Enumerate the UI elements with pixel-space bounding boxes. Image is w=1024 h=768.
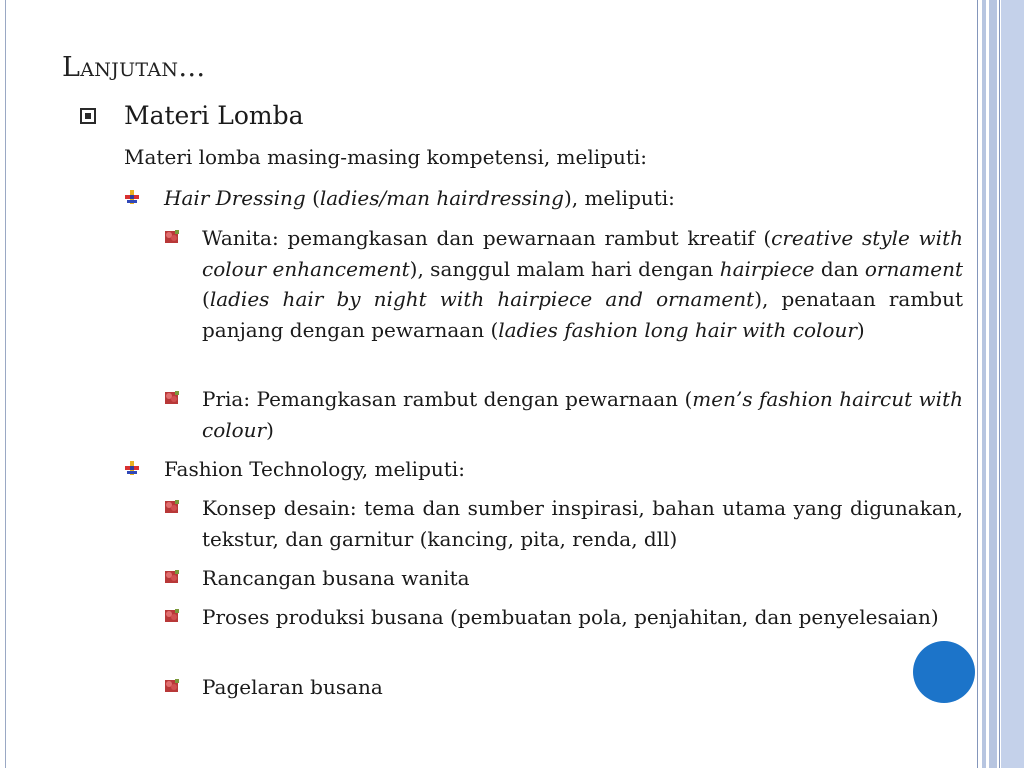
square-bullet-icon (80, 108, 96, 124)
italic-text-segment: men’s fashion haircut with colour (202, 387, 963, 442)
slide-title: Lanjutan… (62, 52, 206, 83)
list-subitem-text (202, 672, 963, 703)
text-segment: ( (202, 287, 210, 311)
flower-bullet-icon (164, 499, 180, 515)
text-segment: ), penataan rambut panjang dengan pewarnaan ( (202, 287, 963, 342)
list-subitem-text (202, 493, 963, 554)
italic-text-segment: ladies hair by night with hairpiece and ornament (209, 287, 755, 311)
flower-bullet-icon (164, 569, 180, 585)
colored-bullet-icon (124, 189, 140, 205)
list-subitem-pagelaran (164, 672, 963, 703)
decorative-circle (913, 641, 975, 703)
flower-bullet-icon (164, 608, 180, 624)
right-decor-line-2 (999, 0, 1000, 768)
flower-bullet-icon (164, 229, 180, 245)
colored-bullet-icon (124, 460, 140, 476)
text-segment: ) (856, 317, 865, 342)
italic-text-segment: ladies fashion long hair with colour (498, 317, 857, 342)
list-subitem-text (202, 602, 963, 633)
right-decor-line (977, 0, 978, 768)
text-segment: ) (266, 417, 274, 442)
list-subitem-rancangan (164, 563, 963, 594)
list-subitem-text (202, 563, 963, 594)
intro-text: Materi lomba masing-masing kompetensi, meliputi: (124, 145, 647, 169)
text-segment: Fashion Technology, meliputi: (164, 457, 465, 481)
list-subitem-wanita (164, 223, 963, 345)
text-segment: Konsep desain: tema dan sumber inspirasi, bahan utama yang digunakan, tekstur, dan garnitur (kancing, pita, renda, dll) (202, 496, 963, 551)
italic-text-segment: creative style with colour enhancement (202, 226, 963, 281)
italic-text-segment: ornament (864, 256, 964, 281)
text-segment: dan (814, 256, 865, 281)
list-item-text (164, 183, 964, 213)
flower-bullet-icon (164, 678, 180, 694)
list-subitem-konsep-desain (164, 493, 963, 554)
list-subitem-proses-produksi (164, 602, 963, 633)
list-item-fashion-technology (124, 454, 964, 484)
text-segment: ( (305, 186, 320, 210)
text-segment: ), meliputi: (563, 186, 675, 210)
italic-text-segment: Hair Dressing (164, 186, 306, 210)
text-segment: Rancangan busana wanita (202, 566, 470, 590)
left-frame-line (5, 0, 6, 768)
right-decor-panel (1001, 0, 1024, 768)
list-subitem-text (202, 223, 963, 345)
text-segment: Pagelaran busana (202, 675, 383, 699)
list-subitem-pria (164, 384, 963, 445)
text-segment: Proses produksi busana (pembuatan pola, penjahitan, dan penyelesaian) (202, 605, 939, 629)
heading-item (80, 101, 304, 130)
list-subitem-text (202, 384, 963, 445)
list-item-text (164, 454, 964, 484)
italic-text-segment: ladies/man hairdressing (319, 186, 564, 210)
text-segment: Pria: Pemangkasan rambut dengan pewarnaan ( (202, 387, 693, 411)
list-item-hair-dressing (124, 183, 964, 213)
right-decor-bar-wide (989, 0, 997, 768)
flower-bullet-icon (164, 390, 180, 406)
text-segment: Wanita: pemangkasan dan pewarnaan rambut kreatif ( (202, 226, 772, 250)
right-decor-bar-thin (982, 0, 986, 768)
italic-text-segment: hairpiece (719, 256, 815, 281)
heading-text: Materi Lomba (124, 101, 304, 130)
text-segment: ), sanggul malam hari dengan (409, 256, 720, 281)
